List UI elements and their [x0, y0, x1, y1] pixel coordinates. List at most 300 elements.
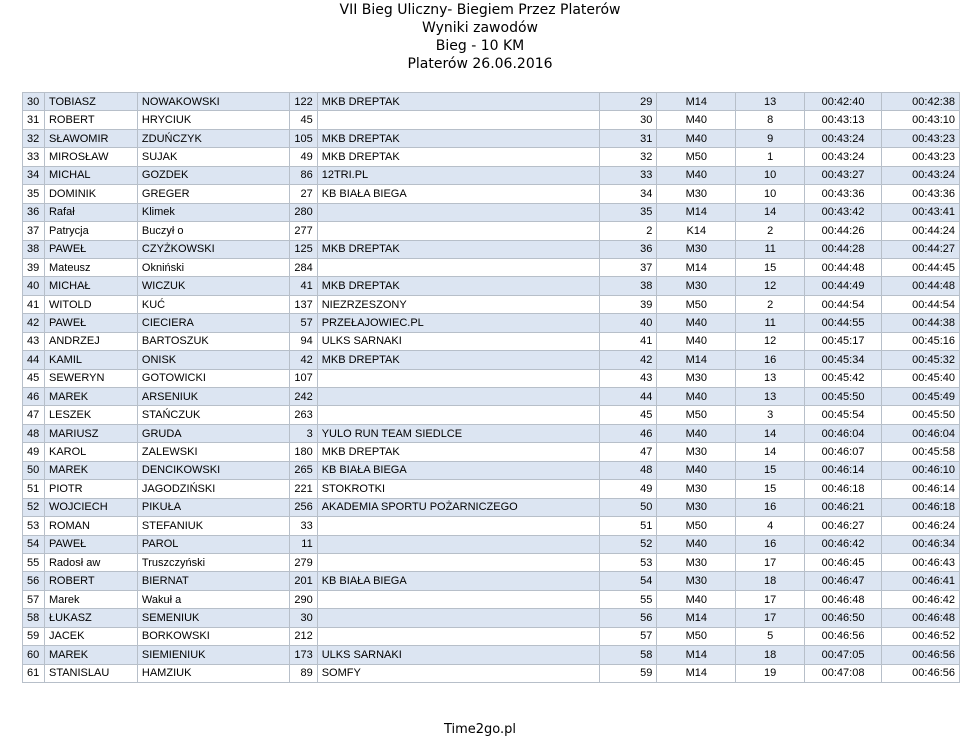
cell-gun-time: 00:46:47 — [805, 572, 882, 590]
cell-bib: 11 — [289, 535, 317, 553]
cell-bib: 105 — [289, 129, 317, 147]
cell-category: M40 — [657, 535, 736, 553]
cell-first-name: MICHAŁ — [44, 277, 137, 295]
cell-category-place: 17 — [736, 609, 805, 627]
cell-category-place: 14 — [736, 424, 805, 442]
table-row — [23, 572, 960, 590]
cell-net-time: 00:43:41 — [882, 203, 960, 221]
cell-category-place-overall: 35 — [600, 203, 657, 221]
cell-place: 46 — [23, 388, 45, 406]
cell-gun-time: 00:47:08 — [805, 664, 882, 682]
cell-category-place: 13 — [736, 388, 805, 406]
cell-bib: 173 — [289, 646, 317, 664]
cell-club: STOKROTKI — [317, 480, 600, 498]
cell-place: 58 — [23, 609, 45, 627]
cell-club: PRZEŁAJOWIEC.PL — [317, 314, 600, 332]
cell-club — [317, 369, 600, 387]
cell-gun-time: 00:46:50 — [805, 609, 882, 627]
table-row — [23, 553, 960, 571]
cell-gun-time: 00:46:48 — [805, 590, 882, 608]
cell-category-place: 1 — [736, 148, 805, 166]
cell-category: M14 — [657, 609, 736, 627]
cell-bib: 30 — [289, 609, 317, 627]
cell-last-name: BORKOWSKI — [137, 627, 289, 645]
cell-category-place-overall: 32 — [600, 148, 657, 166]
cell-net-time: 00:46:24 — [882, 517, 960, 535]
cell-bib: 180 — [289, 443, 317, 461]
table-row — [23, 664, 960, 682]
cell-last-name: Truszczyński — [137, 553, 289, 571]
cell-net-time: 00:44:45 — [882, 258, 960, 276]
cell-category: M30 — [657, 240, 736, 258]
cell-club — [317, 388, 600, 406]
cell-category-place: 16 — [736, 498, 805, 516]
cell-category: M40 — [657, 314, 736, 332]
cell-category: K14 — [657, 222, 736, 240]
cell-category-place: 10 — [736, 166, 805, 184]
cell-net-time: 00:43:24 — [882, 166, 960, 184]
cell-category-place: 9 — [736, 129, 805, 147]
cell-bib: 3 — [289, 424, 317, 442]
cell-club — [317, 406, 600, 424]
cell-net-time: 00:44:48 — [882, 277, 960, 295]
cell-category-place: 13 — [736, 93, 805, 111]
table-row — [23, 461, 960, 479]
cell-category-place: 18 — [736, 646, 805, 664]
cell-bib: 57 — [289, 314, 317, 332]
cell-gun-time: 00:43:42 — [805, 203, 882, 221]
cell-category-place: 17 — [736, 553, 805, 571]
cell-gun-time: 00:43:13 — [805, 111, 882, 129]
cell-bib: 265 — [289, 461, 317, 479]
cell-category-place-overall: 53 — [600, 553, 657, 571]
table-row — [23, 240, 960, 258]
cell-net-time: 00:46:41 — [882, 572, 960, 590]
cell-category-place: 11 — [736, 314, 805, 332]
table-row — [23, 443, 960, 461]
cell-last-name: SIEMIENIUK — [137, 646, 289, 664]
cell-gun-time: 00:46:07 — [805, 443, 882, 461]
cell-first-name: ANDRZEJ — [44, 332, 137, 350]
cell-category-place: 4 — [736, 517, 805, 535]
cell-category-place-overall: 36 — [600, 240, 657, 258]
cell-gun-time: 00:44:26 — [805, 222, 882, 240]
cell-category-place-overall: 34 — [600, 185, 657, 203]
cell-place: 52 — [23, 498, 45, 516]
cell-net-time: 00:45:50 — [882, 406, 960, 424]
cell-category-place: 15 — [736, 480, 805, 498]
cell-club: MKB DREPTAK — [317, 351, 600, 369]
cell-gun-time: 00:44:55 — [805, 314, 882, 332]
cell-first-name: KAMIL — [44, 351, 137, 369]
cell-bib: 256 — [289, 498, 317, 516]
cell-club — [317, 222, 600, 240]
cell-first-name: PAWEŁ — [44, 535, 137, 553]
cell-category: M30 — [657, 498, 736, 516]
cell-place: 43 — [23, 332, 45, 350]
cell-last-name: PIKUŁA — [137, 498, 289, 516]
cell-category-place: 16 — [736, 351, 805, 369]
cell-club: AKADEMIA SPORTU POŻARNICZEGO — [317, 498, 600, 516]
cell-net-time: 00:45:16 — [882, 332, 960, 350]
cell-net-time: 00:46:56 — [882, 646, 960, 664]
cell-last-name: JAGODZIŃSKI — [137, 480, 289, 498]
cell-first-name: MAREK — [44, 461, 137, 479]
cell-category-place: 5 — [736, 627, 805, 645]
cell-first-name: Marek — [44, 590, 137, 608]
cell-place: 47 — [23, 406, 45, 424]
table-row — [23, 609, 960, 627]
table-row — [23, 646, 960, 664]
cell-first-name: PAWEŁ — [44, 240, 137, 258]
cell-bib: 94 — [289, 332, 317, 350]
cell-bib: 212 — [289, 627, 317, 645]
cell-category-place: 14 — [736, 203, 805, 221]
cell-bib: 42 — [289, 351, 317, 369]
cell-bib: 27 — [289, 185, 317, 203]
cell-gun-time: 00:43:27 — [805, 166, 882, 184]
table-row — [23, 517, 960, 535]
cell-category-place-overall: 42 — [600, 351, 657, 369]
cell-net-time: 00:42:38 — [882, 93, 960, 111]
cell-last-name: BIERNAT — [137, 572, 289, 590]
cell-place: 35 — [23, 185, 45, 203]
event-location-date: Platerów 26.06.2016 — [407, 56, 553, 72]
cell-category-place-overall: 54 — [600, 572, 657, 590]
cell-category-place-overall: 56 — [600, 609, 657, 627]
cell-category-place-overall: 38 — [600, 277, 657, 295]
cell-category: M30 — [657, 480, 736, 498]
cell-net-time: 00:45:32 — [882, 351, 960, 369]
cell-category-place-overall: 50 — [600, 498, 657, 516]
cell-category: M40 — [657, 111, 736, 129]
cell-gun-time: 00:45:50 — [805, 388, 882, 406]
cell-category-place-overall: 49 — [600, 480, 657, 498]
cell-gun-time: 00:46:21 — [805, 498, 882, 516]
cell-club: MKB DREPTAK — [317, 240, 600, 258]
cell-club: KB BIAŁA BIEGA — [317, 185, 600, 203]
cell-category: M14 — [657, 351, 736, 369]
cell-category-place-overall: 48 — [600, 461, 657, 479]
cell-net-time: 00:45:58 — [882, 443, 960, 461]
cell-gun-time: 00:44:54 — [805, 295, 882, 313]
cell-gun-time: 00:47:05 — [805, 646, 882, 664]
table-row — [23, 203, 960, 221]
cell-net-time: 00:45:49 — [882, 388, 960, 406]
event-title: VII Bieg Uliczny- Biegiem Przez Platerów — [339, 2, 621, 18]
cell-place: 57 — [23, 590, 45, 608]
cell-gun-time: 00:46:42 — [805, 535, 882, 553]
cell-club — [317, 590, 600, 608]
cell-category-place: 16 — [736, 535, 805, 553]
table-row — [23, 185, 960, 203]
cell-net-time: 00:46:56 — [882, 664, 960, 682]
cell-last-name: STAŃCZUK — [137, 406, 289, 424]
cell-category: M30 — [657, 572, 736, 590]
cell-last-name: Klimek — [137, 203, 289, 221]
cell-gun-time: 00:46:04 — [805, 424, 882, 442]
cell-net-time: 00:43:36 — [882, 185, 960, 203]
cell-place: 34 — [23, 166, 45, 184]
cell-last-name: CIECIERA — [137, 314, 289, 332]
cell-first-name: PAWEŁ — [44, 314, 137, 332]
cell-bib: 41 — [289, 277, 317, 295]
cell-net-time: 00:46:48 — [882, 609, 960, 627]
cell-bib: 221 — [289, 480, 317, 498]
cell-category: M50 — [657, 148, 736, 166]
cell-last-name: ZDUŃCZYK — [137, 129, 289, 147]
cell-category: M30 — [657, 443, 736, 461]
cell-last-name: ZALEWSKI — [137, 443, 289, 461]
cell-last-name: STEFANIUK — [137, 517, 289, 535]
results-body — [23, 93, 960, 683]
table-row — [23, 332, 960, 350]
cell-category: M40 — [657, 388, 736, 406]
cell-category: M30 — [657, 185, 736, 203]
cell-first-name: WITOLD — [44, 295, 137, 313]
cell-gun-time: 00:42:40 — [805, 93, 882, 111]
cell-club — [317, 535, 600, 553]
cell-last-name: GRUDA — [137, 424, 289, 442]
table-row — [23, 590, 960, 608]
cell-last-name: PAROL — [137, 535, 289, 553]
cell-last-name: SUJAK — [137, 148, 289, 166]
cell-category: M50 — [657, 517, 736, 535]
cell-gun-time: 00:44:49 — [805, 277, 882, 295]
cell-bib: 137 — [289, 295, 317, 313]
cell-first-name: ROMAN — [44, 517, 137, 535]
cell-place: 45 — [23, 369, 45, 387]
cell-first-name: MIROSŁAW — [44, 148, 137, 166]
cell-bib: 33 — [289, 517, 317, 535]
cell-net-time: 00:46:42 — [882, 590, 960, 608]
cell-club: KB BIAŁA BIEGA — [317, 461, 600, 479]
cell-place: 53 — [23, 517, 45, 535]
cell-net-time: 00:43:23 — [882, 148, 960, 166]
cell-place: 56 — [23, 572, 45, 590]
cell-last-name: WICZUK — [137, 277, 289, 295]
cell-net-time: 00:44:54 — [882, 295, 960, 313]
cell-category-place-overall: 47 — [600, 443, 657, 461]
cell-club — [317, 627, 600, 645]
cell-category-place-overall: 30 — [600, 111, 657, 129]
cell-category: M30 — [657, 277, 736, 295]
cell-category-place-overall: 44 — [600, 388, 657, 406]
cell-category-place-overall: 58 — [600, 646, 657, 664]
cell-gun-time: 00:44:48 — [805, 258, 882, 276]
cell-place: 40 — [23, 277, 45, 295]
cell-first-name: SŁAWOMIR — [44, 129, 137, 147]
cell-category-place: 15 — [736, 258, 805, 276]
cell-bib: 122 — [289, 93, 317, 111]
cell-bib: 242 — [289, 388, 317, 406]
cell-category-place-overall: 40 — [600, 314, 657, 332]
cell-place: 39 — [23, 258, 45, 276]
cell-first-name: DOMINIK — [44, 185, 137, 203]
cell-category-place: 13 — [736, 369, 805, 387]
cell-last-name: HRYCIUK — [137, 111, 289, 129]
table-row — [23, 498, 960, 516]
cell-place: 48 — [23, 424, 45, 442]
cell-category-place-overall: 33 — [600, 166, 657, 184]
cell-club: MKB DREPTAK — [317, 443, 600, 461]
cell-category-place-overall: 51 — [600, 517, 657, 535]
cell-net-time: 00:46:52 — [882, 627, 960, 645]
table-row — [23, 93, 960, 111]
cell-net-time: 00:45:40 — [882, 369, 960, 387]
cell-club: MKB DREPTAK — [317, 277, 600, 295]
table-row — [23, 424, 960, 442]
cell-place: 54 — [23, 535, 45, 553]
cell-club: YULO RUN TEAM SIEDLCE — [317, 424, 600, 442]
cell-category-place-overall: 57 — [600, 627, 657, 645]
cell-place: 30 — [23, 93, 45, 111]
cell-first-name: TOBIASZ — [44, 93, 137, 111]
cell-club: NIEZRZESZONY — [317, 295, 600, 313]
cell-club — [317, 203, 600, 221]
cell-gun-time: 00:46:56 — [805, 627, 882, 645]
cell-first-name: WOJCIECH — [44, 498, 137, 516]
table-row — [23, 129, 960, 147]
cell-first-name: MICHAL — [44, 166, 137, 184]
cell-gun-time: 00:45:17 — [805, 332, 882, 350]
cell-bib: 201 — [289, 572, 317, 590]
cell-last-name: ARSENIUK — [137, 388, 289, 406]
cell-net-time: 00:46:18 — [882, 498, 960, 516]
cell-category: M30 — [657, 369, 736, 387]
race-distance: Bieg - 10 KM — [435, 38, 525, 54]
cell-first-name: KAROL — [44, 443, 137, 461]
cell-category: M40 — [657, 332, 736, 350]
cell-place: 44 — [23, 351, 45, 369]
cell-category-place: 14 — [736, 443, 805, 461]
cell-category-place-overall: 39 — [600, 295, 657, 313]
cell-last-name: Wakuł a — [137, 590, 289, 608]
cell-bib: 89 — [289, 664, 317, 682]
cell-place: 60 — [23, 646, 45, 664]
cell-category-place: 2 — [736, 222, 805, 240]
cell-last-name: GOTOWICKI — [137, 369, 289, 387]
cell-place: 42 — [23, 314, 45, 332]
cell-category-place-overall: 31 — [600, 129, 657, 147]
cell-first-name: Radosł aw — [44, 553, 137, 571]
cell-category: M50 — [657, 295, 736, 313]
cell-gun-time: 00:45:34 — [805, 351, 882, 369]
cell-net-time: 00:44:24 — [882, 222, 960, 240]
cell-bib: 125 — [289, 240, 317, 258]
cell-bib: 107 — [289, 369, 317, 387]
cell-club: ULKS SARNAKI — [317, 332, 600, 350]
cell-last-name: SEMENIUK — [137, 609, 289, 627]
cell-gun-time: 00:46:14 — [805, 461, 882, 479]
table-row — [23, 351, 960, 369]
table-row — [23, 535, 960, 553]
cell-net-time: 00:46:43 — [882, 553, 960, 571]
cell-place: 61 — [23, 664, 45, 682]
cell-category-place: 15 — [736, 461, 805, 479]
table-row — [23, 369, 960, 387]
cell-club — [317, 609, 600, 627]
cell-category-place: 12 — [736, 332, 805, 350]
cell-last-name: Buczył o — [137, 222, 289, 240]
cell-category: M14 — [657, 93, 736, 111]
table-row — [23, 258, 960, 276]
cell-category-place: 8 — [736, 111, 805, 129]
cell-club: MKB DREPTAK — [317, 93, 600, 111]
cell-place: 50 — [23, 461, 45, 479]
cell-category: M30 — [657, 553, 736, 571]
cell-bib: 263 — [289, 406, 317, 424]
cell-first-name: ROBERT — [44, 572, 137, 590]
cell-club: ULKS SARNAKI — [317, 646, 600, 664]
table-row — [23, 166, 960, 184]
cell-category-place: 3 — [736, 406, 805, 424]
cell-net-time: 00:46:14 — [882, 480, 960, 498]
cell-place: 55 — [23, 553, 45, 571]
cell-category: M50 — [657, 406, 736, 424]
cell-category-place-overall: 59 — [600, 664, 657, 682]
cell-category-place-overall: 52 — [600, 535, 657, 553]
cell-place: 49 — [23, 443, 45, 461]
cell-gun-time: 00:43:36 — [805, 185, 882, 203]
cell-first-name: PIOTR — [44, 480, 137, 498]
cell-bib: 49 — [289, 148, 317, 166]
cell-bib: 280 — [289, 203, 317, 221]
cell-club: MKB DREPTAK — [317, 129, 600, 147]
cell-category-place-overall: 41 — [600, 332, 657, 350]
cell-bib: 45 — [289, 111, 317, 129]
cell-bib: 279 — [289, 553, 317, 571]
cell-club — [317, 553, 600, 571]
cell-club — [317, 258, 600, 276]
table-row — [23, 406, 960, 424]
cell-place: 31 — [23, 111, 45, 129]
cell-net-time: 00:44:38 — [882, 314, 960, 332]
cell-first-name: MARIUSZ — [44, 424, 137, 442]
table-row — [23, 222, 960, 240]
cell-category-place-overall: 43 — [600, 369, 657, 387]
results-table — [22, 92, 960, 683]
cell-first-name: Patrycja — [44, 222, 137, 240]
cell-first-name: MAREK — [44, 388, 137, 406]
cell-gun-time: 00:46:18 — [805, 480, 882, 498]
cell-first-name: LESZEK — [44, 406, 137, 424]
cell-last-name: KUĆ — [137, 295, 289, 313]
table-row — [23, 148, 960, 166]
cell-category: M14 — [657, 664, 736, 682]
cell-gun-time: 00:46:45 — [805, 553, 882, 571]
cell-category-place-overall: 29 — [600, 93, 657, 111]
results-subtitle: Wyniki zawodów — [422, 20, 538, 36]
cell-category-place: 10 — [736, 185, 805, 203]
cell-category: M14 — [657, 258, 736, 276]
cell-category: M50 — [657, 627, 736, 645]
cell-category-place: 11 — [736, 240, 805, 258]
cell-gun-time: 00:45:42 — [805, 369, 882, 387]
cell-club: 12TRI.PL — [317, 166, 600, 184]
table-row — [23, 627, 960, 645]
cell-gun-time: 00:44:28 — [805, 240, 882, 258]
cell-first-name: JACEK — [44, 627, 137, 645]
cell-club: KB BIAŁA BIEGA — [317, 572, 600, 590]
cell-category-place-overall: 45 — [600, 406, 657, 424]
cell-gun-time: 00:45:54 — [805, 406, 882, 424]
cell-first-name: STANISLAU — [44, 664, 137, 682]
cell-category-place-overall: 55 — [600, 590, 657, 608]
cell-last-name: BARTOSZUK — [137, 332, 289, 350]
cell-category-place-overall: 37 — [600, 258, 657, 276]
cell-place: 33 — [23, 148, 45, 166]
